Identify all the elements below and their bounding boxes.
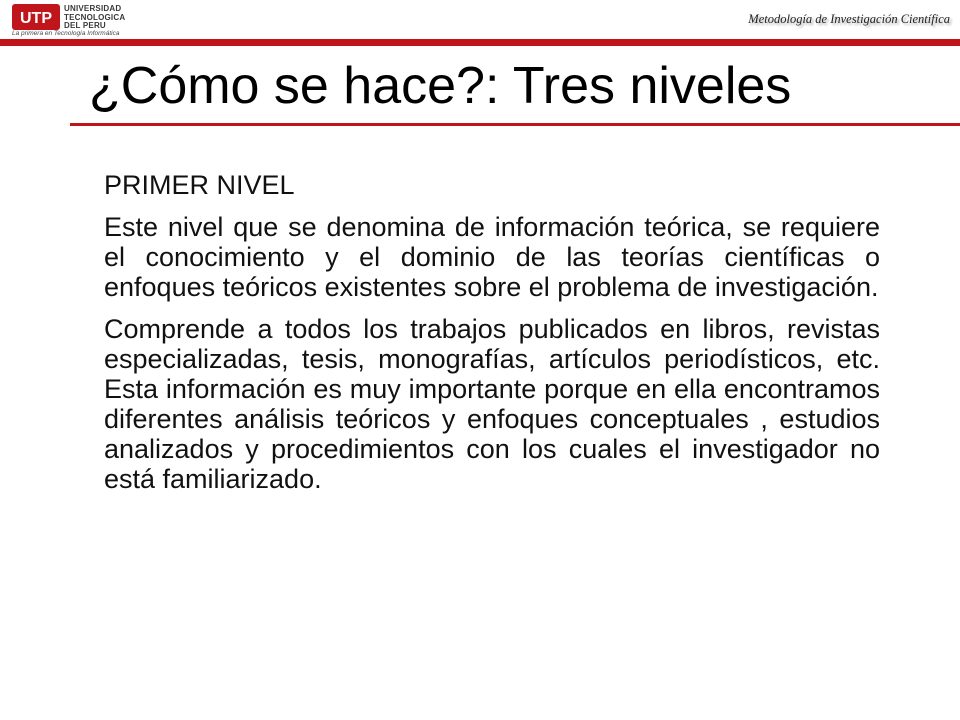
title-underline bbox=[70, 123, 960, 126]
utp-emblem-icon bbox=[12, 4, 60, 30]
university-name-line: DEL PERU bbox=[64, 21, 106, 30]
university-logo bbox=[12, 2, 162, 42]
course-title: Metodología de Investigación Científica bbox=[748, 12, 950, 26]
slide-title: ¿Cómo se hace?: Tres niveles bbox=[89, 57, 792, 115]
body-paragraph: Comprende a todos los trabajos publicados en libros, revistas especializadas, tesis, monografías, artículos periodísticos, etc. Esta información es muy importante porque en ella encontramos diferentes análisis teóricos y enfoques conceptuales , estudios analizados y procedimientos con los cuales el investigador no está familiarizado. bbox=[104, 314, 880, 494]
university-name bbox=[64, 5, 125, 31]
header-divider bbox=[0, 39, 960, 46]
university-tagline: La primera en Tecnología Informática bbox=[12, 30, 120, 37]
slide-body bbox=[104, 170, 880, 494]
body-paragraph: Este nivel que se denomina de información teórica, se requiere el conocimiento y el dominio de las teorías científicas o enfoques teóricos existentes sobre el problema de investigación. bbox=[104, 212, 880, 302]
section-heading: PRIMER NIVEL bbox=[104, 170, 295, 200]
svg-text:UTP: UTP bbox=[20, 10, 52, 27]
university-name-line: UNIVERSIDAD bbox=[64, 4, 122, 13]
university-name-line: TECNOLOGICA bbox=[64, 12, 126, 22]
